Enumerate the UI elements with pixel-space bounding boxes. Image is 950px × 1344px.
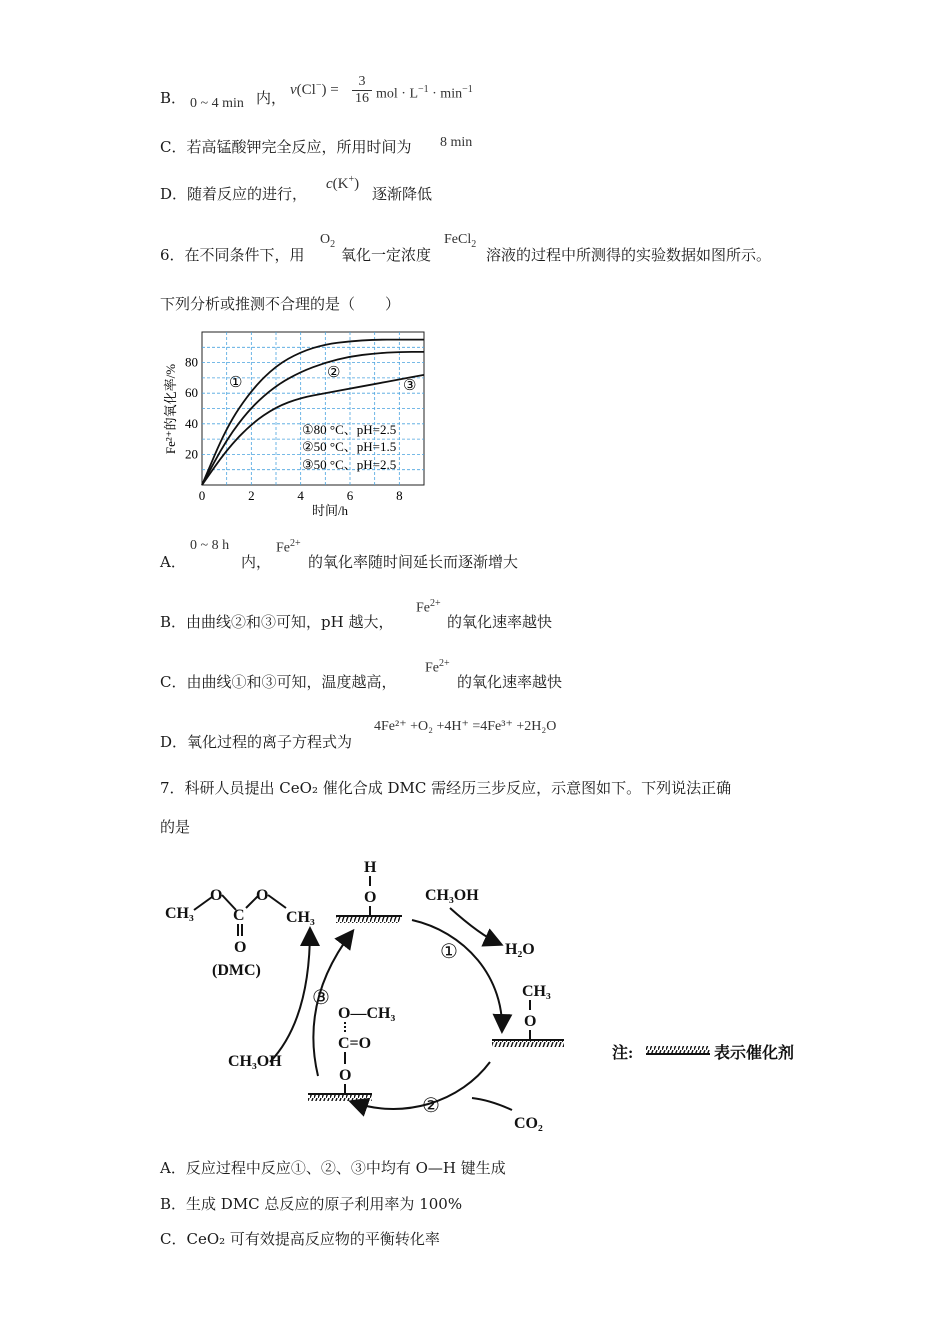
legend-series-2: ②50 °C、pH=1.5 xyxy=(302,439,397,454)
q6-fecl2: FeCl$_2$ xyxy=(444,232,477,250)
right-ch3: CH₃ xyxy=(522,983,551,1000)
q5-b-fraction: 3 16 xyxy=(352,74,372,107)
q6-d-equation: 4Fe²⁺ +O₂ +4H⁺ =4Fe³⁺ +2H₂O xyxy=(374,719,557,734)
legend-series-1: ①80 °C、pH=2.5 xyxy=(302,422,397,437)
q6-a-range: 0 ~ 8 h xyxy=(190,538,230,553)
q5-b-range: 0 ~ 4 min xyxy=(190,96,244,111)
x-tick-label: 2 xyxy=(248,488,255,503)
q6-a-mid: 内， xyxy=(241,553,272,571)
q6-b-tail: 的氧化速率越快 xyxy=(447,613,553,631)
q5-c-value: 8 min xyxy=(440,135,473,150)
carbonate-o: O xyxy=(339,1067,352,1084)
y-tick-label: 80 xyxy=(185,354,198,370)
q5-option-b: B． xyxy=(160,89,187,107)
curve-label-2: ② xyxy=(327,365,341,381)
q5-option-c: C．若高锰酸钾完全反应，所用时间为 xyxy=(160,138,412,156)
q7-stem-2: 的是 xyxy=(160,818,191,836)
q7-option-c: C．CeO₂ 可有效提高反应物的平衡转化率 xyxy=(160,1230,440,1248)
dmc-c: C xyxy=(233,907,245,924)
x-tick-label: 6 xyxy=(346,488,354,503)
y-tick-label: 60 xyxy=(185,385,198,401)
q6-option-b: B．由曲线②和③可知，pH 越大， xyxy=(160,613,394,631)
top-h: H xyxy=(364,859,377,876)
q6-o2: $O_2$ xyxy=(320,232,336,250)
x-tick-label: 4 xyxy=(297,488,304,503)
q5-b-unit: mol · $L^{-1} \cdot \min^{-1}$ xyxy=(376,84,473,102)
step-3-label: ③ xyxy=(312,987,330,1009)
co2-reactant: CO₂ xyxy=(514,1115,543,1132)
catalyst-bottom xyxy=(308,1094,372,1101)
catalyst-right xyxy=(492,1040,564,1047)
q5-b-text: 内， xyxy=(256,89,287,107)
top-o: O xyxy=(364,889,377,906)
curve-label-3: ③ xyxy=(403,378,417,394)
note-text: 表示催化剂 xyxy=(714,1045,795,1062)
q6-option-d: D．氧化过程的离子方程式为 xyxy=(160,733,353,751)
dmc-left-ch3: CH₃ xyxy=(165,905,194,922)
methanol-top: CH₃OH xyxy=(425,887,479,904)
q5-d-tail: 逐渐降低 xyxy=(372,185,433,203)
curve-label-1: ① xyxy=(229,375,243,391)
y-tick-label: 20 xyxy=(185,446,198,462)
chart-y-axis-label: Fe²⁺的氧化率/% xyxy=(163,363,178,455)
q6-c-tail: 的氧化速率越快 xyxy=(457,673,563,691)
carbonate-o-ch3: O—CH₃ xyxy=(338,1005,396,1022)
q7-option-b: B．生成 DMC 总反应的原子利用率为 100% xyxy=(160,1195,463,1213)
legend-series-3: ③50 °C、pH=2.5 xyxy=(302,457,397,472)
q6-c-fe: $Fe^{2+}$ xyxy=(425,658,450,676)
q6-b-fe: $Fe^{2+}$ xyxy=(416,598,441,616)
q5-option-d: D．随着反应的进行， xyxy=(160,185,308,203)
dmc-o-right: O xyxy=(256,887,269,904)
dmc-o-bottom: O xyxy=(234,939,247,956)
q6-a-fe: $Fe^{2+}$ xyxy=(276,538,301,556)
q6-stem-start: 6．在不同条件下，用 xyxy=(160,246,305,264)
note-prefix: 注: xyxy=(612,1045,634,1062)
q6-stem-mid: 氧化一定浓度 xyxy=(341,246,432,264)
water-product: H₂O xyxy=(505,941,535,958)
x-tick-label: 0 xyxy=(198,488,206,503)
q6-option-c: C．由曲线①和③可知，温度越高， xyxy=(160,673,397,691)
note-catalyst-symbol xyxy=(646,1046,710,1054)
x-tick-label: 8 xyxy=(396,488,403,503)
q7-stem-1: 7．科研人员提出 CeO₂ 催化合成 DMC 需经历三步反应，示意图如下。下列说法正确 xyxy=(160,779,732,797)
right-o: O xyxy=(524,1013,537,1030)
dmc-right-ch3: CH₃ xyxy=(286,909,315,926)
dmc-label: (DMC) xyxy=(212,962,261,979)
y-tick-label: 40 xyxy=(185,415,198,431)
q6-oxidation-chart xyxy=(150,325,430,525)
chart-x-axis-label: 时间/h xyxy=(311,503,349,518)
q6-option-a-label: A． xyxy=(160,553,186,571)
q7-reaction-diagram xyxy=(150,850,830,1140)
q6-stem-end: 溶液的过程中所测得的实验数据如图所示。 xyxy=(486,246,772,264)
q6-stem-question: 下列分析或推测不合理的是（ ） xyxy=(160,295,401,313)
step-1-label: ① xyxy=(440,941,458,963)
q5-b-rate: v(Cl−) = xyxy=(290,80,339,98)
methanol-left: CH₃OH xyxy=(228,1053,282,1070)
carbonate-c-o: C=O xyxy=(338,1035,372,1052)
q5-d-formula: c(K+) xyxy=(326,174,360,192)
q7-option-a: A．反应过程中反应①、②、③中均有 O—H 键生成 xyxy=(160,1159,506,1177)
step-2-label: ② xyxy=(422,1095,440,1117)
catalyst-top xyxy=(336,916,400,923)
dmc-o-left: O xyxy=(210,887,223,904)
q6-a-text: 的氧化率随时间延长而逐渐增大 xyxy=(308,553,519,571)
